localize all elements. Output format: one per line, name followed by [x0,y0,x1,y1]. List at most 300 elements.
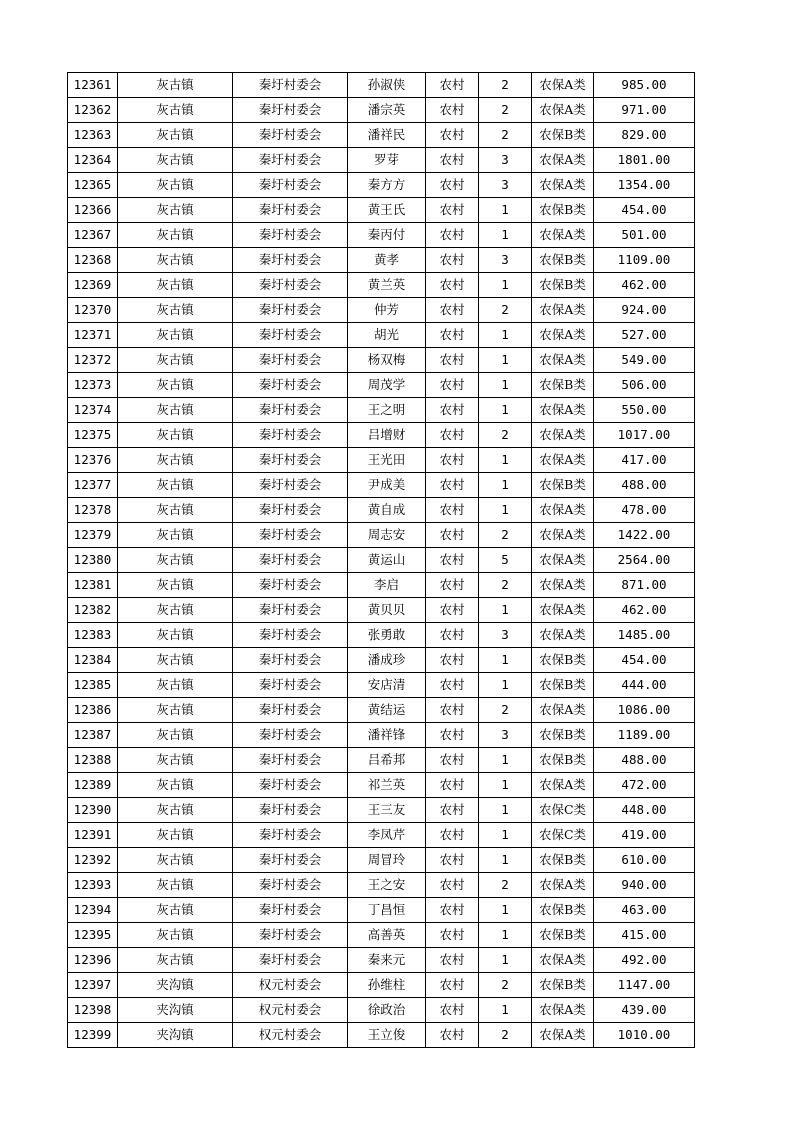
cell-row-id: 12399 [68,1023,118,1048]
cell-town: 灰古镇 [118,873,233,898]
table-row [68,823,695,848]
cell-town: 灰古镇 [118,148,233,173]
cell-household-type: 农村 [426,173,479,198]
cell-insurance-category: 农保A类 [532,148,594,173]
cell-name: 王光田 [348,448,426,473]
cell-name: 秦丙付 [348,223,426,248]
cell-household-type: 农村 [426,548,479,573]
cell-amount: 454.00 [594,648,695,673]
cell-row-id: 12392 [68,848,118,873]
cell-household-size: 1 [479,473,532,498]
cell-village-committee: 秦圩村委会 [233,348,348,373]
cell-amount: 439.00 [594,998,695,1023]
cell-household-type: 农村 [426,373,479,398]
cell-row-id: 12375 [68,423,118,448]
cell-name: 周冒玲 [348,848,426,873]
cell-insurance-category: 农保A类 [532,698,594,723]
cell-town: 灰古镇 [118,573,233,598]
cell-household-size: 1 [479,823,532,848]
cell-row-id: 12382 [68,598,118,623]
cell-household-type: 农村 [426,523,479,548]
cell-town: 灰古镇 [118,473,233,498]
cell-amount: 1422.00 [594,523,695,548]
cell-row-id: 12381 [68,573,118,598]
cell-household-size: 1 [479,598,532,623]
cell-household-size: 2 [479,298,532,323]
cell-insurance-category: 农保C类 [532,798,594,823]
cell-town: 灰古镇 [118,223,233,248]
table-row [68,898,695,923]
cell-insurance-category: 农保A类 [532,573,594,598]
cell-household-size: 1 [479,998,532,1023]
cell-insurance-category: 农保A类 [532,448,594,473]
cell-town: 灰古镇 [118,748,233,773]
cell-village-committee: 秦圩村委会 [233,248,348,273]
cell-village-committee: 秦圩村委会 [233,573,348,598]
cell-village-committee: 秦圩村委会 [233,598,348,623]
cell-village-committee: 秦圩村委会 [233,423,348,448]
table-row [68,248,695,273]
cell-town: 灰古镇 [118,598,233,623]
table-row [68,323,695,348]
cell-amount: 462.00 [594,598,695,623]
cell-row-id: 12388 [68,748,118,773]
cell-row-id: 12373 [68,373,118,398]
table-row [68,698,695,723]
cell-village-committee: 秦圩村委会 [233,98,348,123]
cell-household-type: 农村 [426,473,479,498]
cell-town: 灰古镇 [118,523,233,548]
cell-name: 高善英 [348,923,426,948]
cell-household-size: 1 [479,848,532,873]
cell-amount: 488.00 [594,748,695,773]
cell-amount: 610.00 [594,848,695,873]
cell-insurance-category: 农保A类 [532,598,594,623]
cell-household-size: 3 [479,248,532,273]
cell-name: 吕增财 [348,423,426,448]
cell-town: 灰古镇 [118,248,233,273]
cell-row-id: 12384 [68,648,118,673]
table-row [68,773,695,798]
cell-household-type: 农村 [426,773,479,798]
table-row [68,573,695,598]
cell-amount: 1189.00 [594,723,695,748]
cell-household-type: 农村 [426,123,479,148]
cell-household-type: 农村 [426,323,479,348]
cell-town: 灰古镇 [118,623,233,648]
cell-household-type: 农村 [426,423,479,448]
cell-household-type: 农村 [426,823,479,848]
cell-household-size: 2 [479,73,532,98]
cell-household-type: 农村 [426,98,479,123]
cell-row-id: 12367 [68,223,118,248]
table-row [68,998,695,1023]
table-row [68,273,695,298]
table-row [68,873,695,898]
cell-amount: 478.00 [594,498,695,523]
cell-insurance-category: 农保B类 [532,373,594,398]
cell-name: 王立俊 [348,1023,426,1048]
cell-village-committee: 秦圩村委会 [233,173,348,198]
cell-amount: 1485.00 [594,623,695,648]
cell-amount: 1109.00 [594,248,695,273]
cell-household-type: 农村 [426,923,479,948]
cell-household-size: 1 [479,748,532,773]
cell-name: 黄兰英 [348,273,426,298]
cell-household-type: 农村 [426,723,479,748]
cell-insurance-category: 农保B类 [532,723,594,748]
cell-name: 秦来元 [348,948,426,973]
cell-household-type: 农村 [426,998,479,1023]
table-row [68,73,695,98]
cell-household-size: 1 [479,948,532,973]
cell-amount: 1147.00 [594,973,695,998]
cell-household-type: 农村 [426,198,479,223]
cell-town: 灰古镇 [118,698,233,723]
cell-row-id: 12362 [68,98,118,123]
cell-insurance-category: 农保A类 [532,223,594,248]
cell-household-size: 3 [479,173,532,198]
cell-insurance-category: 农保B类 [532,973,594,998]
cell-insurance-category: 农保B类 [532,198,594,223]
cell-village-committee: 秦圩村委会 [233,948,348,973]
cell-name: 潘宗英 [348,98,426,123]
cell-row-id: 12377 [68,473,118,498]
cell-row-id: 12380 [68,548,118,573]
cell-amount: 448.00 [594,798,695,823]
cell-insurance-category: 农保A类 [532,548,594,573]
cell-insurance-category: 农保B类 [532,648,594,673]
cell-village-committee: 秦圩村委会 [233,723,348,748]
relief-roster-table [67,72,695,1048]
cell-village-committee: 秦圩村委会 [233,698,348,723]
cell-amount: 419.00 [594,823,695,848]
cell-town: 灰古镇 [118,548,233,573]
cell-insurance-category: 农保A类 [532,873,594,898]
cell-row-id: 12389 [68,773,118,798]
cell-village-committee: 秦圩村委会 [233,548,348,573]
cell-name: 黄结运 [348,698,426,723]
cell-household-type: 农村 [426,948,479,973]
cell-town: 灰古镇 [118,723,233,748]
cell-name: 周茂学 [348,373,426,398]
cell-row-id: 12378 [68,498,118,523]
cell-insurance-category: 农保A类 [532,423,594,448]
cell-household-size: 3 [479,148,532,173]
cell-row-id: 12372 [68,348,118,373]
cell-insurance-category: 农保A类 [532,498,594,523]
table-row [68,748,695,773]
cell-household-size: 1 [479,673,532,698]
cell-amount: 971.00 [594,98,695,123]
cell-household-type: 农村 [426,973,479,998]
cell-household-size: 2 [479,573,532,598]
cell-village-committee: 秦圩村委会 [233,273,348,298]
cell-household-size: 1 [479,348,532,373]
cell-insurance-category: 农保A类 [532,948,594,973]
cell-town: 灰古镇 [118,848,233,873]
cell-row-id: 12368 [68,248,118,273]
cell-household-size: 1 [479,323,532,348]
cell-amount: 417.00 [594,448,695,473]
cell-amount: 488.00 [594,473,695,498]
cell-village-committee: 秦圩村委会 [233,148,348,173]
cell-village-committee: 秦圩村委会 [233,898,348,923]
cell-household-size: 1 [479,898,532,923]
cell-row-id: 12366 [68,198,118,223]
cell-household-type: 农村 [426,248,479,273]
cell-household-size: 1 [479,398,532,423]
cell-town: 灰古镇 [118,798,233,823]
cell-row-id: 12393 [68,873,118,898]
cell-name: 王之安 [348,873,426,898]
cell-row-id: 12364 [68,148,118,173]
cell-household-size: 1 [479,273,532,298]
cell-row-id: 12370 [68,298,118,323]
cell-insurance-category: 农保B类 [532,273,594,298]
cell-household-size: 1 [479,448,532,473]
cell-row-id: 12396 [68,948,118,973]
cell-town: 夹沟镇 [118,998,233,1023]
cell-row-id: 12390 [68,798,118,823]
cell-row-id: 12369 [68,273,118,298]
cell-household-size: 2 [479,123,532,148]
cell-town: 灰古镇 [118,73,233,98]
cell-insurance-category: 农保A类 [532,623,594,648]
cell-amount: 506.00 [594,373,695,398]
cell-household-size: 1 [479,498,532,523]
cell-household-type: 农村 [426,1023,479,1048]
table-row [68,348,695,373]
cell-name: 李凤芹 [348,823,426,848]
cell-village-committee: 秦圩村委会 [233,398,348,423]
cell-insurance-category: 农保A类 [532,298,594,323]
table-row [68,948,695,973]
cell-name: 潘祥锋 [348,723,426,748]
cell-name: 黄孝 [348,248,426,273]
cell-amount: 462.00 [594,273,695,298]
cell-row-id: 12395 [68,923,118,948]
cell-insurance-category: 农保A类 [532,773,594,798]
cell-row-id: 12397 [68,973,118,998]
cell-village-committee: 秦圩村委会 [233,223,348,248]
cell-household-type: 农村 [426,873,479,898]
table-row [68,173,695,198]
cell-town: 灰古镇 [118,298,233,323]
cell-household-type: 农村 [426,73,479,98]
cell-household-type: 农村 [426,598,479,623]
cell-amount: 829.00 [594,123,695,148]
cell-town: 灰古镇 [118,123,233,148]
table-row [68,798,695,823]
cell-amount: 501.00 [594,223,695,248]
cell-name: 杨双梅 [348,348,426,373]
cell-village-committee: 秦圩村委会 [233,298,348,323]
cell-name: 王之明 [348,398,426,423]
cell-household-type: 农村 [426,848,479,873]
cell-amount: 2564.00 [594,548,695,573]
table-row [68,473,695,498]
cell-name: 徐政治 [348,998,426,1023]
cell-insurance-category: 农保A类 [532,523,594,548]
cell-insurance-category: 农保A类 [532,98,594,123]
cell-amount: 444.00 [594,673,695,698]
cell-household-size: 5 [479,548,532,573]
table-row [68,523,695,548]
cell-name: 胡光 [348,323,426,348]
cell-amount: 940.00 [594,873,695,898]
cell-insurance-category: 农保A类 [532,323,594,348]
cell-row-id: 12376 [68,448,118,473]
cell-town: 灰古镇 [118,773,233,798]
cell-amount: 463.00 [594,898,695,923]
table-row [68,548,695,573]
cell-village-committee: 权元村委会 [233,998,348,1023]
cell-name: 李启 [348,573,426,598]
cell-row-id: 12383 [68,623,118,648]
cell-name: 张勇敢 [348,623,426,648]
table-row [68,423,695,448]
cell-row-id: 12387 [68,723,118,748]
cell-name: 罗芽 [348,148,426,173]
cell-village-committee: 秦圩村委会 [233,373,348,398]
cell-village-committee: 秦圩村委会 [233,73,348,98]
cell-village-committee: 秦圩村委会 [233,198,348,223]
cell-town: 灰古镇 [118,673,233,698]
cell-amount: 1017.00 [594,423,695,448]
cell-village-committee: 秦圩村委会 [233,473,348,498]
cell-insurance-category: 农保B类 [532,673,594,698]
cell-row-id: 12371 [68,323,118,348]
cell-household-size: 3 [479,723,532,748]
cell-village-committee: 秦圩村委会 [233,498,348,523]
cell-row-id: 12394 [68,898,118,923]
cell-amount: 415.00 [594,923,695,948]
cell-household-size: 1 [479,198,532,223]
cell-town: 灰古镇 [118,273,233,298]
cell-household-size: 1 [479,223,532,248]
cell-amount: 1354.00 [594,173,695,198]
cell-amount: 454.00 [594,198,695,223]
table-row [68,623,695,648]
table-row [68,498,695,523]
cell-household-type: 农村 [426,398,479,423]
cell-town: 夹沟镇 [118,1023,233,1048]
cell-town: 灰古镇 [118,823,233,848]
cell-village-committee: 秦圩村委会 [233,873,348,898]
cell-row-id: 12386 [68,698,118,723]
cell-household-type: 农村 [426,748,479,773]
cell-row-id: 12365 [68,173,118,198]
cell-village-committee: 秦圩村委会 [233,923,348,948]
cell-household-type: 农村 [426,798,479,823]
table-row [68,673,695,698]
cell-household-size: 2 [479,973,532,998]
cell-village-committee: 秦圩村委会 [233,823,348,848]
cell-name: 周志安 [348,523,426,548]
cell-village-committee: 秦圩村委会 [233,773,348,798]
cell-amount: 924.00 [594,298,695,323]
cell-name: 孙淑侠 [348,73,426,98]
table-row [68,848,695,873]
cell-name: 秦方方 [348,173,426,198]
cell-household-type: 农村 [426,223,479,248]
table-row [68,373,695,398]
cell-insurance-category: 农保A类 [532,998,594,1023]
cell-household-size: 2 [479,423,532,448]
cell-amount: 492.00 [594,948,695,973]
cell-household-type: 农村 [426,623,479,648]
cell-insurance-category: 农保A类 [532,398,594,423]
table-row [68,123,695,148]
cell-town: 灰古镇 [118,948,233,973]
cell-household-size: 2 [479,698,532,723]
cell-amount: 985.00 [594,73,695,98]
table-row [68,648,695,673]
cell-town: 灰古镇 [118,98,233,123]
cell-village-committee: 秦圩村委会 [233,448,348,473]
cell-name: 仲芳 [348,298,426,323]
cell-row-id: 12385 [68,673,118,698]
cell-household-type: 农村 [426,898,479,923]
cell-amount: 1086.00 [594,698,695,723]
cell-village-committee: 秦圩村委会 [233,748,348,773]
cell-amount: 1010.00 [594,1023,695,1048]
cell-household-size: 2 [479,873,532,898]
cell-name: 尹成美 [348,473,426,498]
cell-household-type: 农村 [426,273,479,298]
cell-town: 灰古镇 [118,923,233,948]
table-row [68,223,695,248]
table-row [68,148,695,173]
cell-town: 灰古镇 [118,198,233,223]
cell-row-id: 12361 [68,73,118,98]
cell-village-committee: 权元村委会 [233,973,348,998]
cell-row-id: 12363 [68,123,118,148]
cell-town: 灰古镇 [118,173,233,198]
cell-household-type: 农村 [426,448,479,473]
table-row [68,723,695,748]
cell-household-size: 2 [479,1023,532,1048]
cell-town: 灰古镇 [118,423,233,448]
cell-name: 潘祥民 [348,123,426,148]
cell-town: 灰古镇 [118,898,233,923]
cell-row-id: 12379 [68,523,118,548]
cell-household-type: 农村 [426,673,479,698]
cell-amount: 871.00 [594,573,695,598]
cell-household-size: 1 [479,648,532,673]
cell-row-id: 12391 [68,823,118,848]
cell-household-size: 1 [479,773,532,798]
cell-name: 孙维柱 [348,973,426,998]
cell-town: 灰古镇 [118,498,233,523]
cell-household-type: 农村 [426,348,479,373]
cell-household-type: 农村 [426,648,479,673]
cell-village-committee: 秦圩村委会 [233,798,348,823]
cell-insurance-category: 农保B类 [532,923,594,948]
cell-town: 灰古镇 [118,648,233,673]
cell-row-id: 12398 [68,998,118,1023]
cell-amount: 1801.00 [594,148,695,173]
table-row [68,98,695,123]
cell-village-committee: 秦圩村委会 [233,123,348,148]
cell-insurance-category: 农保B类 [532,473,594,498]
cell-amount: 472.00 [594,773,695,798]
table-row [68,448,695,473]
cell-insurance-category: 农保A类 [532,73,594,98]
table-row [68,598,695,623]
cell-row-id: 12374 [68,398,118,423]
